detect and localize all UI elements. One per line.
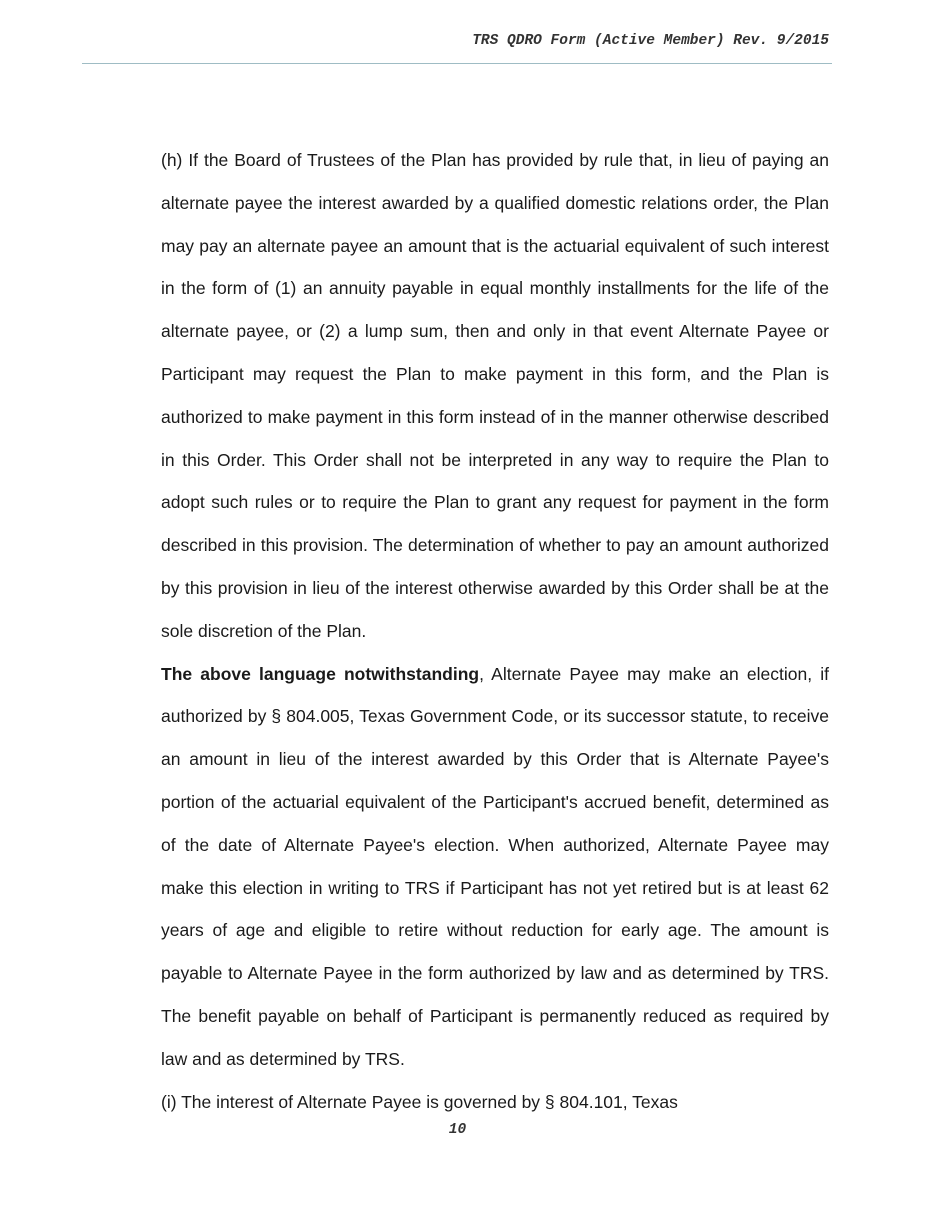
page-number: 10	[448, 1122, 467, 1138]
paragraph-notwithstanding	[161, 653, 829, 1081]
paragraph-notwithstanding-text: , Alternate Payee may make an election, if authorized by § 804.005, Texas Government Code, or its successor statute, to receive an amount in lieu of the interest awarded by this Order that is Alternate Payee's portion of the actuarial equivalent of the Participant's accrued benefit, determined as of the date of Alternate Payee's election. When authorized, Alternate Payee may make this election in writing to TRS if Participant has not yet retired but is at least 62 years of age and eligible to retire without reduction for early age. The amount is payable to Alternate Payee in the form authorized by law and as determined by TRS. The benefit payable on behalf of Participant is permanently reduced as required by law and as determined by TRS.	[161, 663, 829, 1069]
paragraph-h: (h) If the Board of Trustees of the Plan has provided by rule that, in lieu of paying an alternate payee the interest awarded by a qualified domestic relations order, the Plan may pay an alternate payee an amount that is the actuarial equivalent of such interest in the form of (1) an annuity payable in equal monthly installments for the life of the alternate payee, or (2) a lump sum, then and only in that event Alternate Payee or Participant may request the Plan to make payment in this form, and the Plan is authorized to make payment in this form instead of in the manner otherwise described in this Order. This Order shall not be interpreted in any way to require the Plan to adopt such rules or to require the Plan to grant any request for payment in the form described in this provision. The determination of whether to pay an amount authorized by this provision in lieu of the interest otherwise awarded by this Order shall be at the sole discretion of the Plan.	[161, 150, 829, 641]
page-header: TRS QDRO Form (Active Member) Rev. 9/2015	[472, 33, 829, 49]
document-body	[161, 139, 829, 1123]
bold-lead-in: The above language notwithstanding	[161, 663, 480, 684]
header-divider	[82, 63, 832, 64]
paragraph-i: (i) The interest of Alternate Payee is governed by § 804.101, Texas	[161, 1091, 678, 1112]
